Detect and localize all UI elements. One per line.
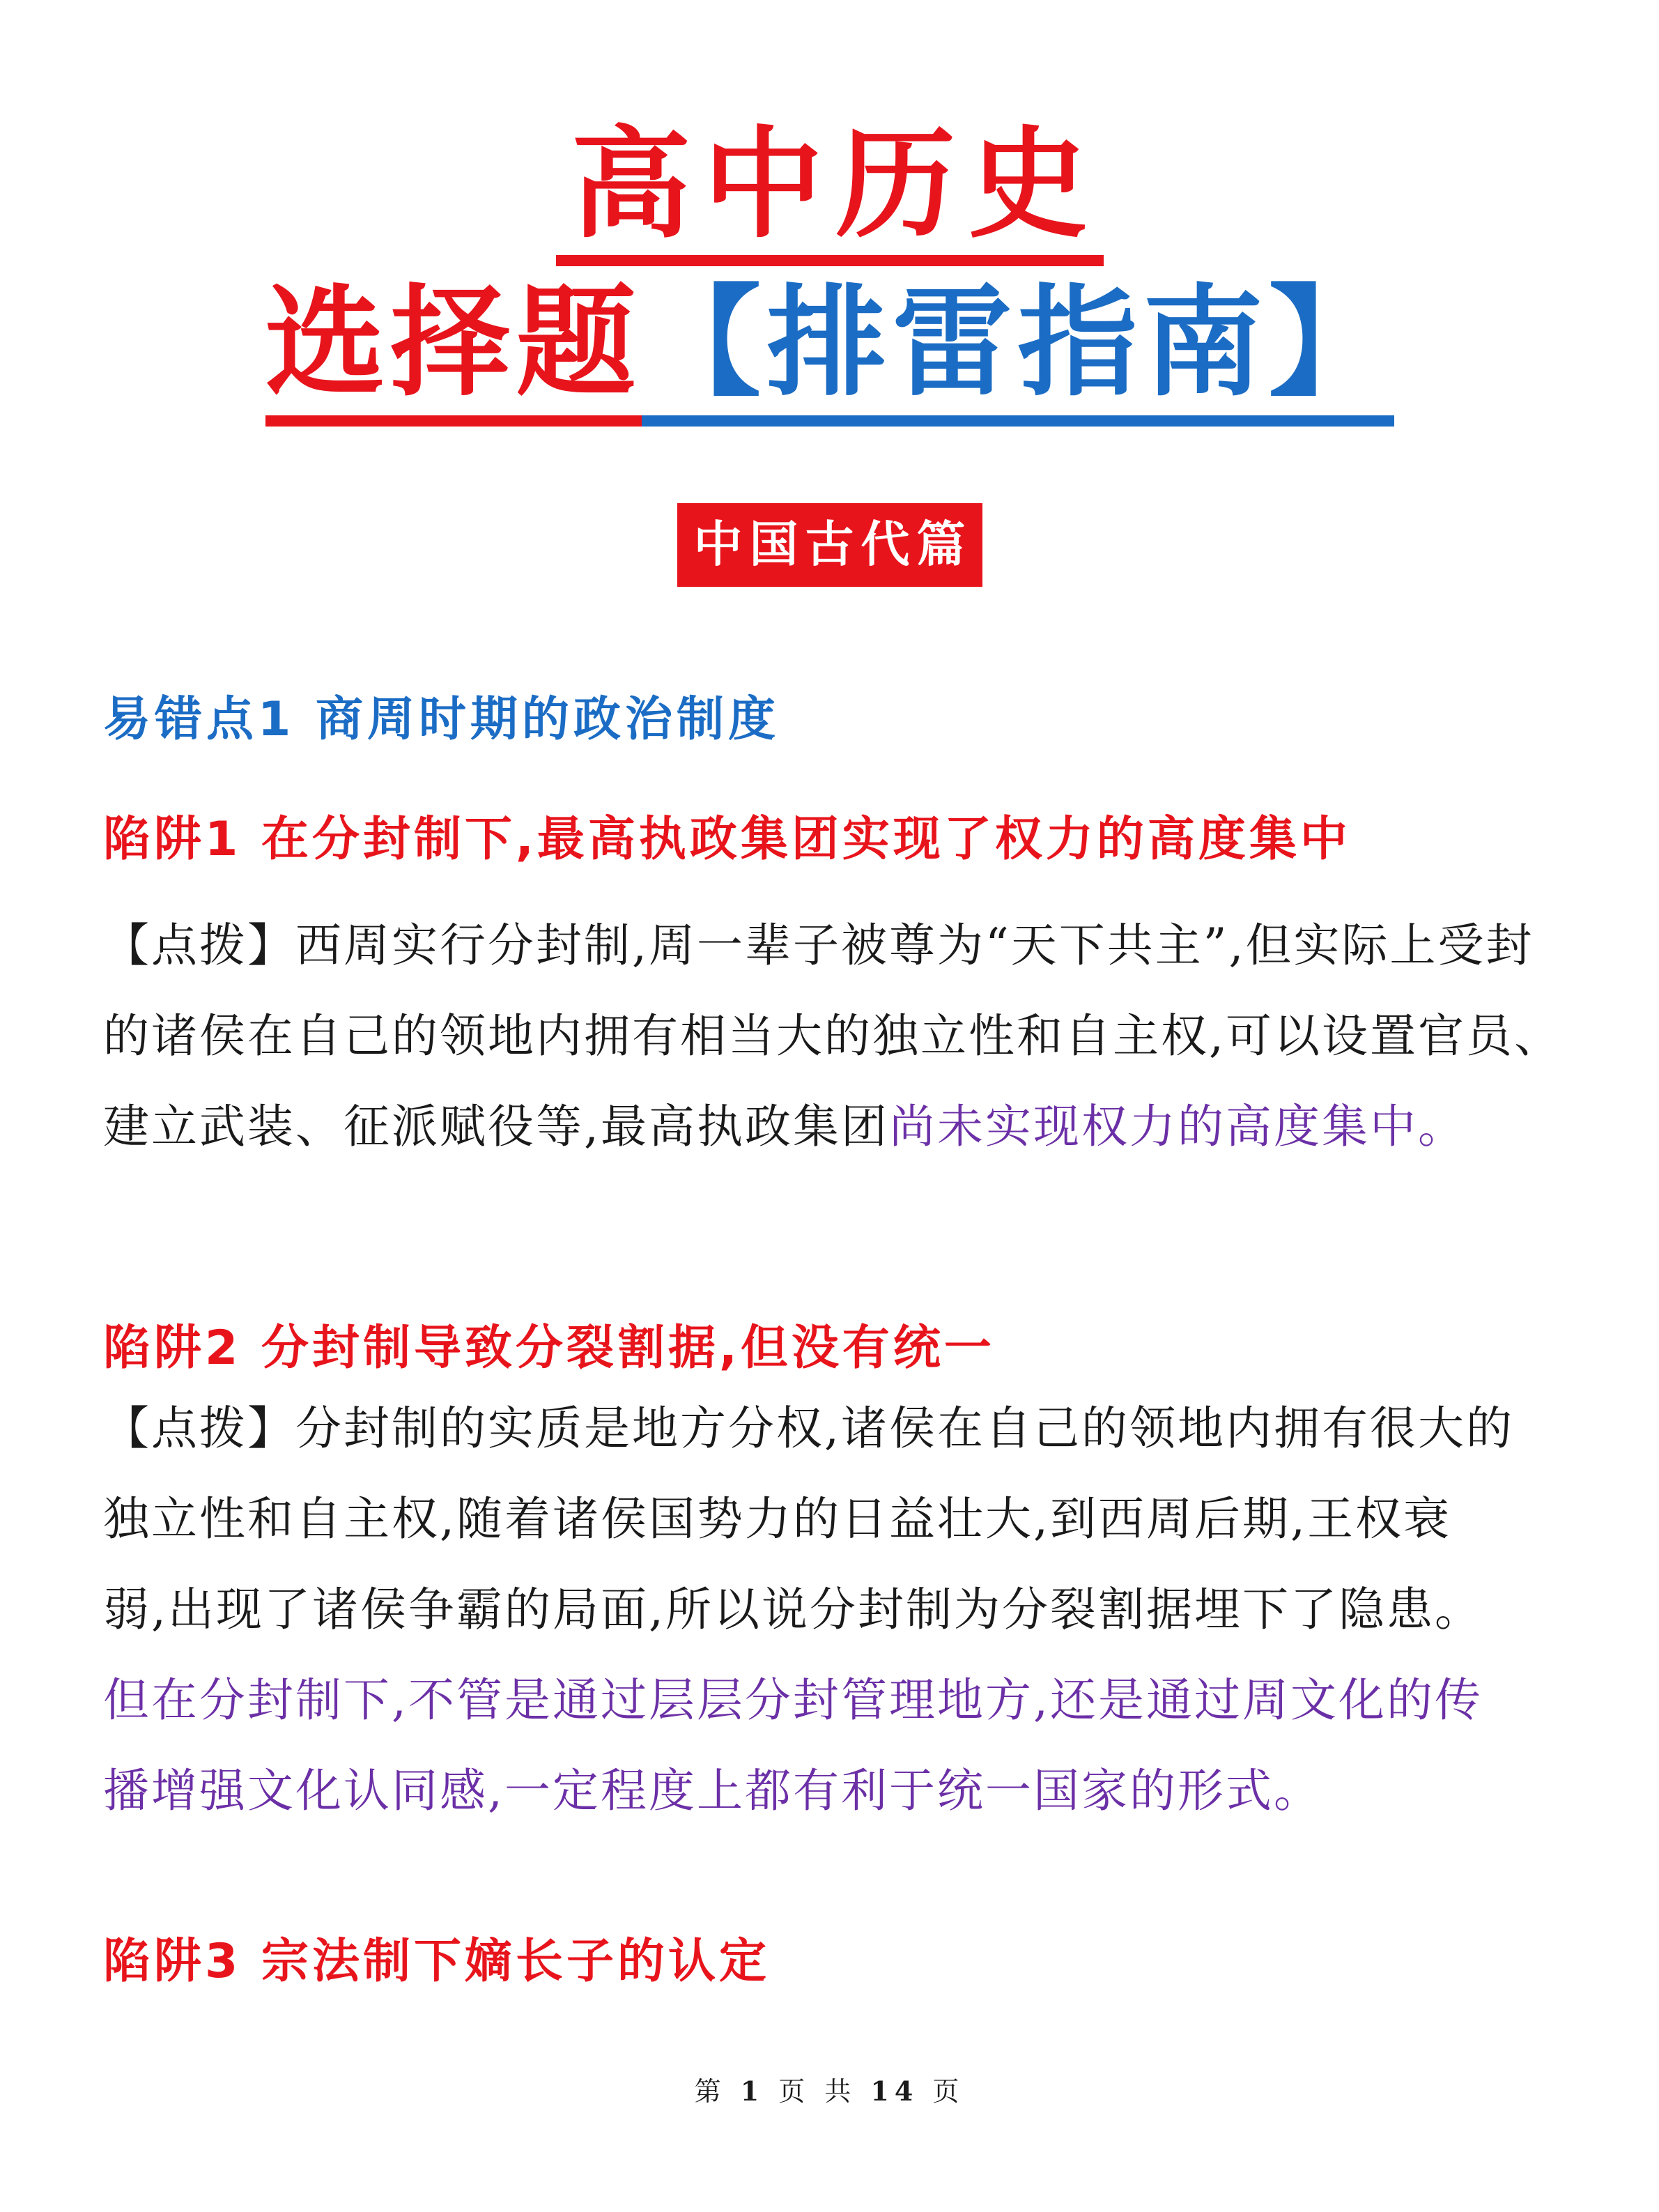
title-line1-wrap <box>0 114 1659 266</box>
trap1-line1: 【点拨】西周实行分封制,周一辈子被尊为“天下共主”,但实际上受封 <box>103 919 1534 972</box>
trap2-highlight-line2: 播增强文化认同感,一定程度上都有利于统一国家的形式。 <box>103 1764 1322 1818</box>
trap1-line3 <box>103 1082 1566 1172</box>
trap2-line2: 独立性和自主权,随着诸侯国势力的日益壮大,到西周后期,王权衰 <box>103 1492 1451 1546</box>
trap1-paragraph <box>103 900 1566 1172</box>
page-footer <box>0 2070 1659 2108</box>
footer-prefix: 第 <box>694 2076 727 2107</box>
trap1-line2: 的诸侯在自己的领地内拥有相当大的独立性和自主权,可以设置官员、 <box>103 1009 1562 1063</box>
trap1-title: 陷阱1 在分封制下,最高执政集团实现了权力的高度集中 <box>103 812 1351 867</box>
badge-wrap <box>0 503 1659 587</box>
trap2-title: 陷阱2 分封制导致分裂割据,但没有统一 <box>103 1321 995 1376</box>
section-heading: 易错点1 商周时期的政治制度 <box>103 692 780 747</box>
trap1-line3-plain: 建立武装、征派赋役等,最高执政集团 <box>103 1100 889 1153</box>
footer-middle: 页 共 <box>778 2076 857 2107</box>
trap2-line1: 【点拨】分封制的实质是地方分权,诸侯在自己的领地内拥有很大的 <box>103 1401 1514 1455</box>
trap2-line3: 弱,出现了诸侯争霸的局面,所以说分封制为分裂割据埋下了隐患。 <box>103 1583 1483 1636</box>
footer-suffix: 页 <box>932 2076 965 2107</box>
footer-page-number: 1 <box>740 2075 765 2107</box>
title-line1: 高中历史 <box>556 118 1104 266</box>
footer-total-pages: 14 <box>870 2075 919 2107</box>
title-line2 <box>265 273 1394 427</box>
trap2-highlight-line1: 但在分封制下,不管是通过层层分封管理地方,还是通过周文化的传 <box>103 1673 1483 1727</box>
trap2-paragraph <box>103 1383 1566 1836</box>
title-line2-red: 选择题 <box>265 273 642 427</box>
title-line2-blue: 【排雷指南】 <box>642 273 1394 427</box>
title-line2-wrap <box>0 273 1659 427</box>
trap3-title: 陷阱3 宗法制下嫡长子的认定 <box>103 1934 770 1989</box>
trap1-line3-highlight: 尚未实现权力的高度集中。 <box>888 1100 1466 1153</box>
section-badge: 中国古代篇 <box>677 503 982 587</box>
